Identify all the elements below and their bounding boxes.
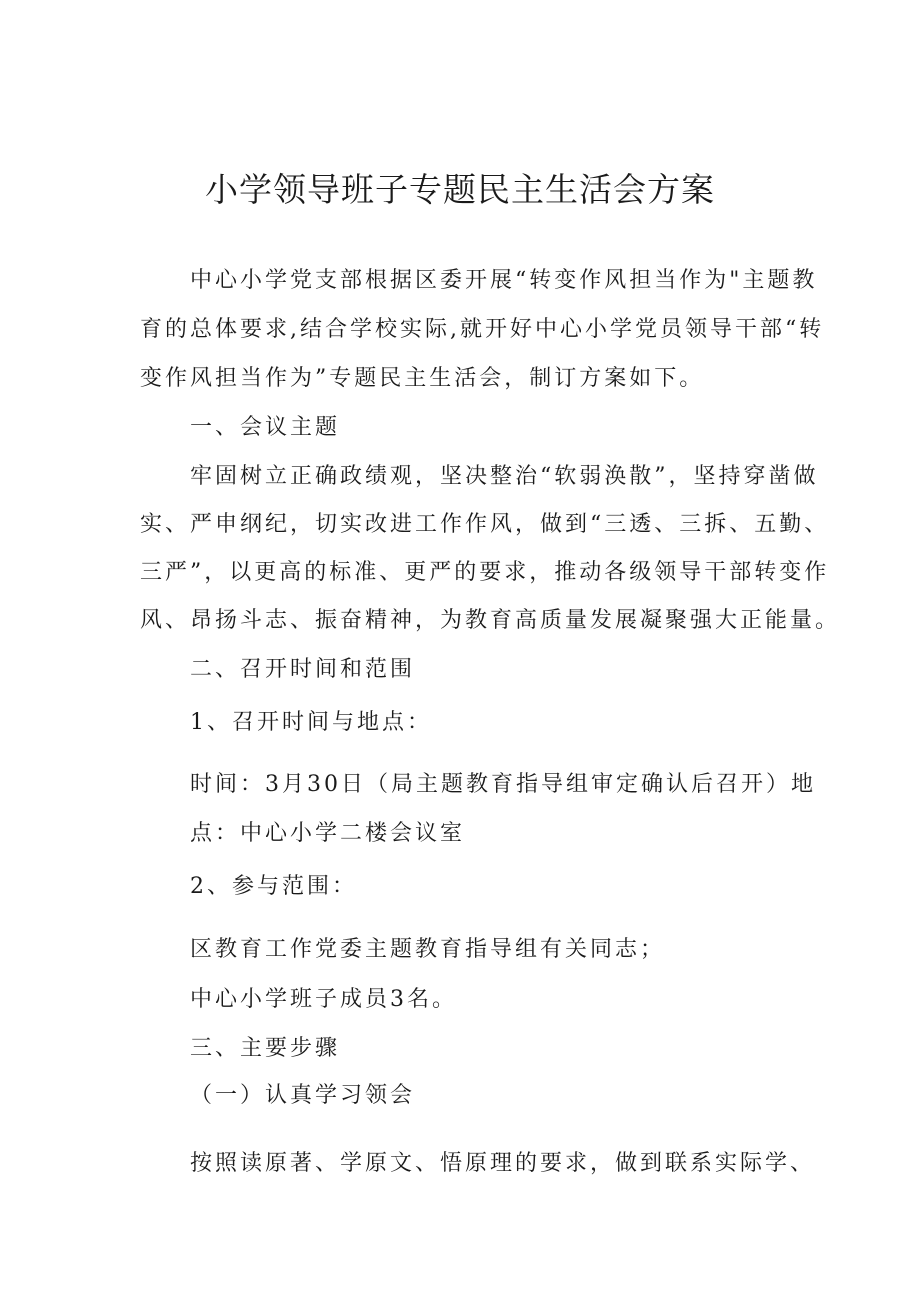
document-title: 小学领导班子专题民主生活会方案 <box>205 170 715 209</box>
subsection-2-line-2: 中心小学班子成员3名。 <box>190 987 457 1012</box>
section-3-heading: 三、主要步骤 <box>190 1036 341 1061</box>
intro-line-1: 中心小学党支部根据区委开展“转变作风担当作为"主题教 <box>190 268 818 293</box>
section-1-line-4: 风、昂扬斗志、振奋精神，为教育高质量发展凝聚强大正能量。 <box>140 608 841 633</box>
intro-line-3: 变作风担当作为”专题民主生活会，制订方案如下。 <box>140 366 705 391</box>
subsection-1-heading: 1、召开时间与地点： <box>190 710 432 735</box>
subsection-2-heading: 2、参与范围： <box>190 874 357 899</box>
step-1-line-1: 按照读原著、学原文、悟原理的要求，做到联系实际学、 <box>190 1151 816 1176</box>
step-1-heading: （一）认真学习领会 <box>190 1083 416 1108</box>
intro-line-2: 育的总体要求,结合学校实际,就开好中心小学党员领导干部“转 <box>140 317 825 342</box>
section-1-heading: 一、会议主题 <box>190 415 341 440</box>
subsection-2-line-1: 区教育工作党委主题教育指导组有关同志； <box>190 937 666 962</box>
subsection-1-line-1: 时间：3月30日（局主题教育指导组审定确认后召开）地 <box>190 772 816 797</box>
section-1-line-1: 牢固树立正确政绩观，坚决整治“软弱涣散”，坚持穿凿做 <box>190 464 819 489</box>
subsection-1-line-2: 点：中心小学二楼会议室 <box>190 821 466 846</box>
section-1-line-2: 实、严申纲纪，切实改进工作作风，做到“三透、三拆、五勤、 <box>140 512 830 537</box>
section-2-heading: 二、召开时间和范围 <box>190 657 416 682</box>
section-1-line-3: 三严”，以更高的标准、更严的要求，推动各级领导干部转变作 <box>140 560 830 585</box>
